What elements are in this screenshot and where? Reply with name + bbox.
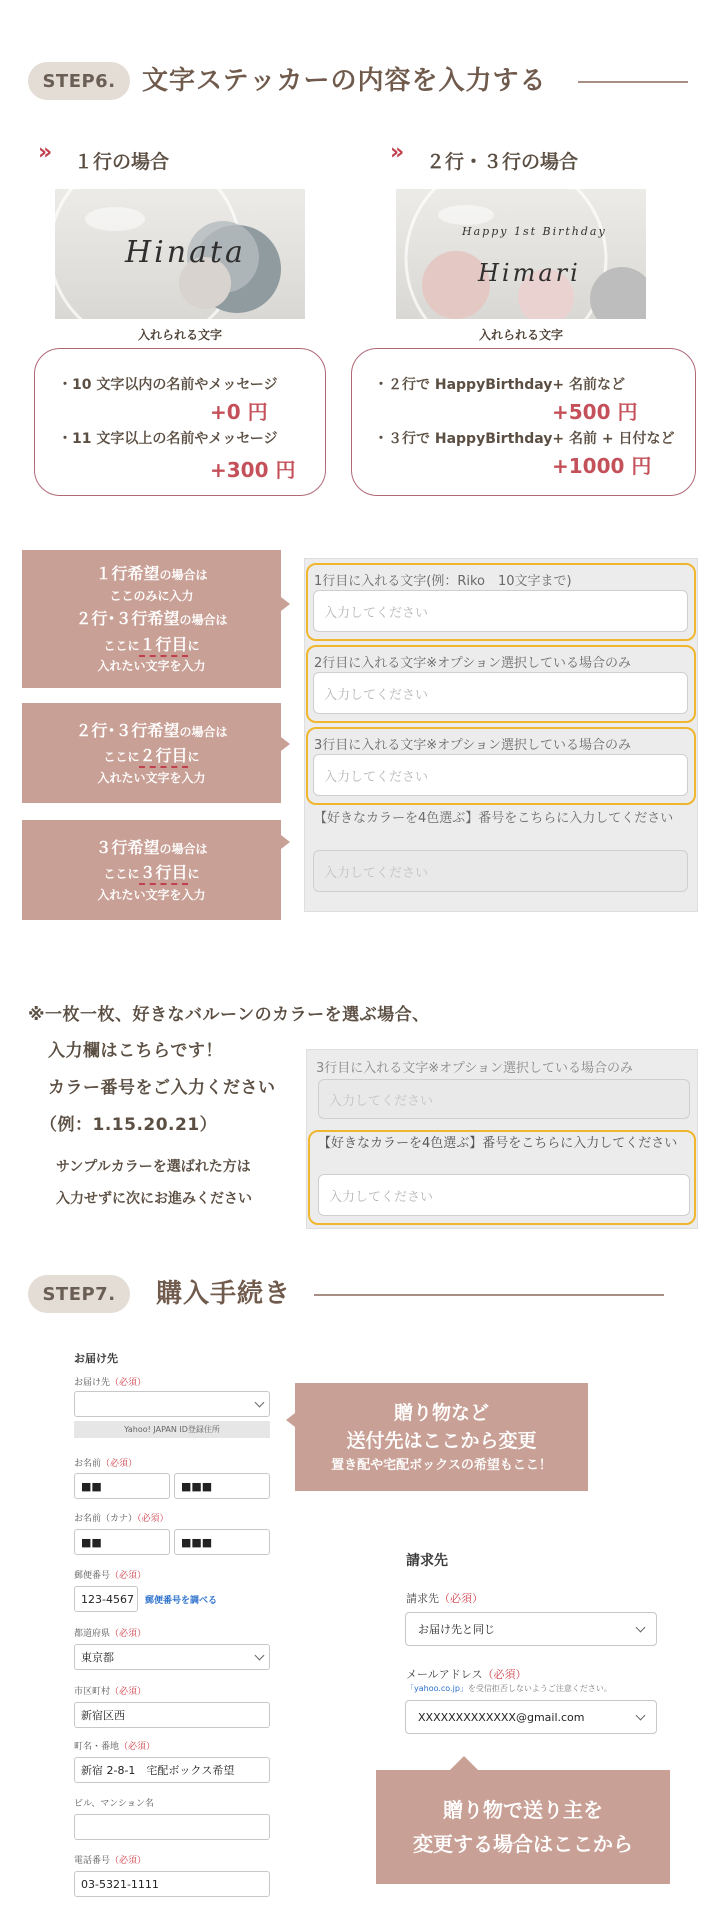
line3-input-2[interactable]: 入力してください: [318, 1079, 690, 1119]
email-note: 「yahoo.co.jp」を受信拒否しないようご注意ください。: [406, 1684, 612, 1693]
arrow-right-icon: [281, 737, 290, 751]
note-emphasis: １行目: [139, 635, 187, 657]
line3-label: 3行目に入れる文字※オプション選択している場合のみ: [314, 738, 631, 753]
multi-line-caption: 入れられる文字: [478, 328, 563, 342]
callout-text: 贈り物で送り主を: [443, 1798, 603, 1822]
callout-text: 贈り物など: [393, 1401, 489, 1424]
shipping-callout: [295, 1383, 588, 1491]
note-text: に: [187, 750, 200, 765]
one-line-photo-text: Hinata: [125, 235, 246, 270]
step7-rule: [314, 1294, 664, 1296]
step7-badge: STEP7.: [28, 1275, 130, 1313]
billing-callout: [376, 1770, 670, 1884]
color-note-line-2: 入力欄はこちらです！: [48, 1041, 223, 1061]
prefecture-label: 都道府県（必須）: [74, 1629, 147, 1639]
color-label-2: 【好きなカラーを4色選ぶ】番号をこちらに入力してください: [318, 1136, 678, 1151]
chevron-right-icon: »: [390, 140, 401, 165]
note-text: ここに: [103, 867, 140, 882]
multi-line-price-1: +500 円: [552, 400, 638, 424]
arrow-right-icon: [281, 835, 290, 849]
name-label: お名前（必須）: [74, 1459, 138, 1469]
chevron-down-icon: [255, 1397, 265, 1407]
note-text: の場合は: [179, 724, 228, 739]
email-select[interactable]: XXXXXXXXXXXXX@gmail.com: [405, 1700, 657, 1734]
last-kana-input[interactable]: ■■: [74, 1529, 170, 1555]
line2-input[interactable]: 入力してください: [313, 672, 688, 714]
note-text: ２行･３行希望: [75, 720, 180, 740]
color-note-line-4: （例：1.15.20.21）: [40, 1115, 218, 1135]
billing-select[interactable]: お届け先と同じ: [405, 1612, 657, 1646]
note-emphasis: ３行目: [139, 863, 187, 885]
multi-line-price-2: +1000 円: [552, 454, 652, 478]
one-line-bullet-1: ・10 文字以内の名前やメッセージ: [58, 377, 278, 393]
callout-text: 送付先はここから変更: [346, 1430, 537, 1453]
line3-label-2: 3行目に入れる文字※オプション選択している場合のみ: [316, 1061, 633, 1076]
zip-label: 郵便番号（必須）: [74, 1571, 147, 1581]
step6-title: 文字ステッカーの内容を入力する: [142, 66, 547, 96]
note-text: の場合は: [179, 613, 228, 628]
multi-line-sample-photo: [396, 189, 646, 319]
callout-text: 変更する場合はここから: [413, 1832, 633, 1856]
last-name-input[interactable]: ■■: [74, 1473, 170, 1499]
step7-title: 購入手続き: [156, 1279, 292, 1309]
note-text: １行希望: [95, 564, 160, 584]
one-line-bullet-2: ・11 文字以上の名前やメッセージ: [58, 431, 278, 447]
note-line-2: [22, 703, 281, 803]
destination-label: お届け先（必須）: [74, 1378, 147, 1388]
building-input[interactable]: [74, 1814, 270, 1840]
multi-line-bullet-2: ・３行で HappyBirthday+ 名前 + 日付など: [374, 431, 675, 447]
color-note-line-3: カラー番号をご入力ください: [48, 1078, 276, 1098]
note-text: ここに: [103, 638, 140, 653]
multi-line-bullet-1: ・２行で HappyBirthday+ 名前など: [374, 377, 626, 393]
billing-section-title: 請求先: [406, 1553, 448, 1569]
note-text: 入れたい文字を入力: [97, 771, 206, 785]
prefecture-select[interactable]: 東京都: [74, 1644, 270, 1670]
note-text: の場合は: [159, 568, 208, 583]
note-text: 入れたい文字を入力: [97, 888, 206, 902]
note-text: に: [187, 867, 200, 882]
arrow-up-icon: [450, 1756, 478, 1770]
first-kana-input[interactable]: ■■■: [174, 1529, 270, 1555]
note-text: に: [187, 638, 200, 653]
first-name-input[interactable]: ■■■: [174, 1473, 270, 1499]
one-line-sample-photo: [55, 189, 305, 319]
note-text: ３行希望: [95, 837, 160, 857]
yahoo-id-address-button[interactable]: Yahoo! JAPAN ID登録住所: [74, 1421, 270, 1438]
phone-label: 電話番号（必須）: [74, 1856, 147, 1866]
chevron-down-icon: [255, 1650, 265, 1660]
arrow-left-icon: [286, 1413, 295, 1427]
step6-rule: [578, 81, 688, 83]
chevron-down-icon: [636, 1710, 646, 1720]
note-line-1: [22, 550, 281, 688]
building-label: ビル、マンション名: [74, 1799, 154, 1809]
chevron-down-icon: [636, 1622, 646, 1632]
color-input-2[interactable]: 入力してください: [318, 1174, 690, 1216]
city-label: 市区町村（必須）: [74, 1687, 147, 1697]
color-input[interactable]: 入力してください: [313, 850, 688, 892]
city-input[interactable]: 新宿区西: [74, 1702, 270, 1728]
color-note-line-5: サンプルカラーを選ばれた方は: [56, 1159, 251, 1175]
balloon-image: [396, 189, 646, 319]
line2-label: 2行目に入れる文字※オプション選択している場合のみ: [314, 656, 631, 671]
note-text: 入れたい文字を入力: [97, 659, 206, 674]
color-label: 【好きなカラーを4色選ぶ】番号をこちらに入力してください: [314, 811, 674, 826]
note-line-3: [22, 820, 281, 920]
one-line-price-1: +0 円: [210, 400, 268, 424]
street-label: 町名・番地（必須）: [74, 1742, 156, 1752]
one-line-price-2: +300 円: [210, 458, 296, 482]
callout-text: 置き配や宅配ボックスの希望もここ！: [331, 1457, 552, 1473]
step6-badge: STEP6.: [28, 62, 130, 100]
line1-label: 1行目に入れる文字(例：Riko 10文字まで): [314, 574, 572, 589]
zip-input[interactable]: 123-4567: [74, 1586, 138, 1612]
note-text: ２行･３行希望: [75, 609, 180, 629]
note-emphasis: ２行目: [139, 746, 187, 768]
note-text: ここに: [103, 750, 140, 765]
line1-input[interactable]: 入力してください: [313, 590, 688, 632]
shipping-section-title: お届け先: [74, 1352, 118, 1365]
destination-select[interactable]: [74, 1391, 270, 1417]
one-line-caption: 入れられる文字: [137, 328, 222, 342]
note-text: の場合は: [159, 841, 208, 856]
note-text: ここのみに入力: [109, 589, 194, 604]
email-label: メールアドレス（必須）: [406, 1668, 527, 1681]
kana-label: お名前（カナ）（必須）: [74, 1514, 169, 1524]
arrow-right-icon: [281, 597, 290, 611]
color-note-line-1: ※一枚一枚、好きなバルーンのカラーを選ぶ場合、: [28, 1005, 430, 1025]
chevron-right-icon: »: [38, 140, 49, 165]
one-line-title: １行の場合: [74, 151, 170, 173]
line3-input[interactable]: 入力してください: [313, 754, 688, 796]
zip-lookup-link[interactable]: 郵便番号を調べる: [145, 1596, 218, 1606]
color-note-line-6: 入力せずに次にお進みください: [56, 1191, 252, 1207]
street-input[interactable]: 新宿 2-8-1 宅配ボックス希望: [74, 1757, 270, 1783]
billing-label: 請求先（必須）: [406, 1592, 483, 1605]
multi-line-photo-text-small: Happy 1st Birthday: [462, 225, 607, 238]
multi-line-title: ２行・３行の場合: [426, 151, 579, 173]
multi-line-photo-text: Himari: [478, 259, 581, 287]
phone-input[interactable]: 03-5321-1111: [74, 1871, 270, 1897]
